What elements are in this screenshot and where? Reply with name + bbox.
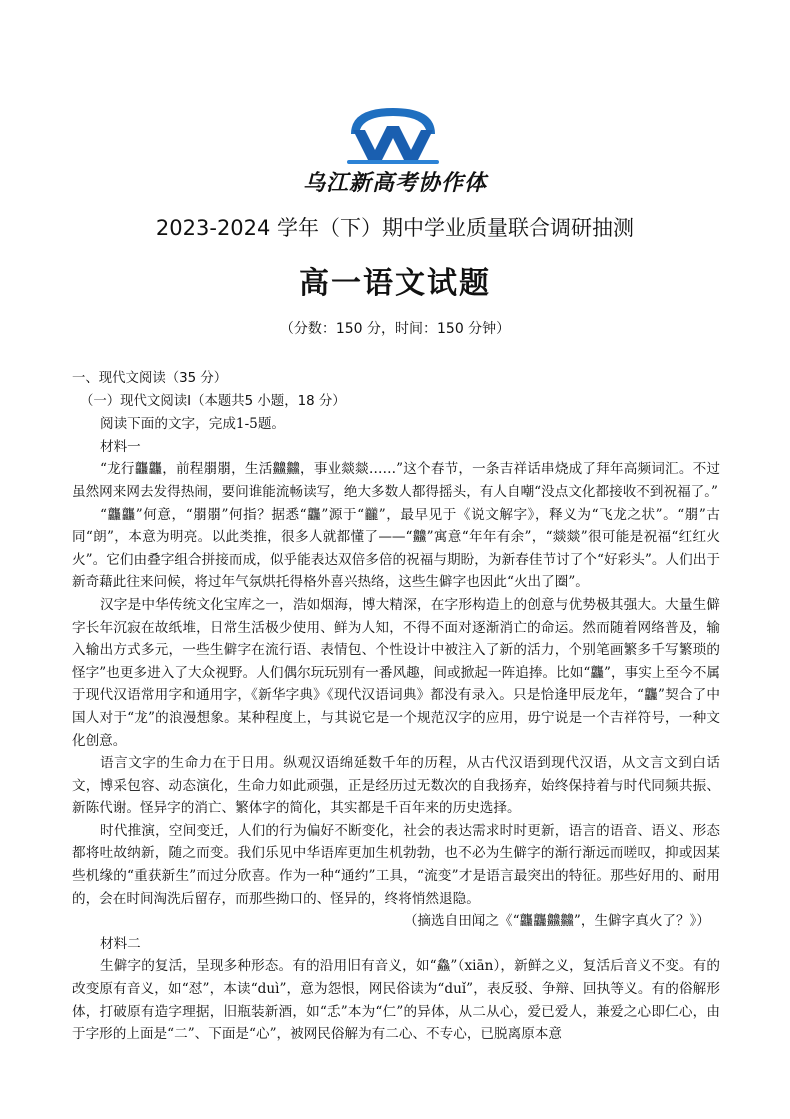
exam-content <box>72 368 720 1046</box>
source-citation: （摘选自田闻之《“龘龘䲜䲜”，生僻字真火了？》） <box>403 913 710 930</box>
subsection-heading: （一）现代文阅读Ⅰ（本题共5 小题，18 分） <box>80 393 346 409</box>
exam-subtitle: 2023-2024 学年（下）期中学业质量联合调研抽测 <box>155 216 635 240</box>
paragraph-5: 时代推演，空间变迁，人们的行为偏好不断变化，社会的表达需求时时更新，语言的语音、语义、形态都将吐故纳新，随之而变。我们乐见中华语库更加生机勃勃，也不必为生僻字的渐行渐远而嗟叹，抑或因某些机缘的“重获新生”而过分欣喜。作为一种“通约”工具，“流变”才是语言最突出的特征。那些好用的、耐用的，会在时间淘洗后留存，而那些拗口的、怪异的，终将悄然退隐。 <box>72 822 720 907</box>
logo-text: 乌江新高考协作体 <box>302 171 487 196</box>
paragraph-2: “龘龘”何意，“朤朤”何指？据悉“龘”源于“龖”，最早见于《说文解字》，释义为“飞龙之状”。“朤”古同“朗”，本意为明亮。以此类推，很多人就都懂了——“䲜”寓意“年年有余”，“燚燚”很可能是祝福“红红火火”。它们由叠字组合拼接而成，似乎能表达双倍多倍的祝福与期盼，为新春佳节讨了个“好彩头”。人们出于新奇藉此往来问候，将过年气氛烘托得格外喜兴热络，这些生僻字也因此“火出了圈”。 <box>72 506 720 591</box>
paragraph-3: 汉字是中华传统文化宝库之一，浩如烟海，博大精深，在字形构造上的创意与优势极其强大。大量生僻字长年沉寂在故纸堆，日常生活极少使用、鲜为人知，不得不面对逐渐消亡的命运。然而随着网络普及，输入输出方式多元，一些生僻字在流行语、表情包、个性设计中被注入了新的活力，个别笔画繁多千写繁琐的怪字”也更多进入了大众视野。人们偶尔玩玩别有一番风趣，间或掀起一阵追捧。比如“龘”，事实上至今不属于现代汉语常用字和通用字，《新华字典》《现代汉语词典》都没有录入。只是恰逢甲辰龙年，“龘”契合了中国人对于“龙”的浪漫想象。某种程度上，与其说它是一个规范汉字的应用，毋宁说是一个吉祥符号，一种文化创意。 <box>72 596 720 749</box>
material1-label: 材料一 <box>100 438 141 455</box>
paragraph-4: 语言文字的生命力在于日用。纵观汉语绵延数千年的历程，从古代汉语到现代汉语，从文言文到白话文，博采包容、动态演化，生命力如此顽强，正是经历过无数次的自我扬弃，始终保持着与时代同频共振、新陈代谢。怪异字的消亡、繁体字的简化，其实都是千百年来的历史选择。 <box>72 755 720 817</box>
paragraph-1: “龙行龘龘，前程朤朤，生活䲜䲜，事业燚燚……”这个春节，一条吉祥话串烧成了拜年高频词汇。不过虽然网来网去发得热闹，要问谁能流畅读写，绝大多数人都得摇头，有人自嘲“没点文化都接收不到祝福了。” <box>72 461 720 500</box>
exam-title: 高一语文试题 <box>299 266 491 301</box>
material2-label: 材料二 <box>100 935 141 952</box>
paragraph-6: 生僻字的复活，呈现多种形态。有的沿用旧有音义，如“鱻”（xiān），新鲜之义，复活后音义不变。有的改变原有音义，如“怼”，本读“duì”，意为怨恨，网民俗读为“duǐ”，表反驳、争辩、回执等义。有的俗解形体，打破原有造字理据，旧瓶装新酒，如“忎”本为“仁”的异体，从二从心，爱已爱人，兼爱之心即仁心，由于字形的上面是“二”、下面是“心”，被网民俗解为有二心、不专心，已脱离原本意 <box>72 958 720 1043</box>
section-heading: 一、现代文阅读（35 分） <box>72 371 228 386</box>
wujiang-logo-icon <box>347 104 439 166</box>
instruction: 阅读下面的文字，完成1-5题。 <box>100 416 286 433</box>
exam-info: （分数：150 分，时间：150 分钟） <box>279 321 511 337</box>
